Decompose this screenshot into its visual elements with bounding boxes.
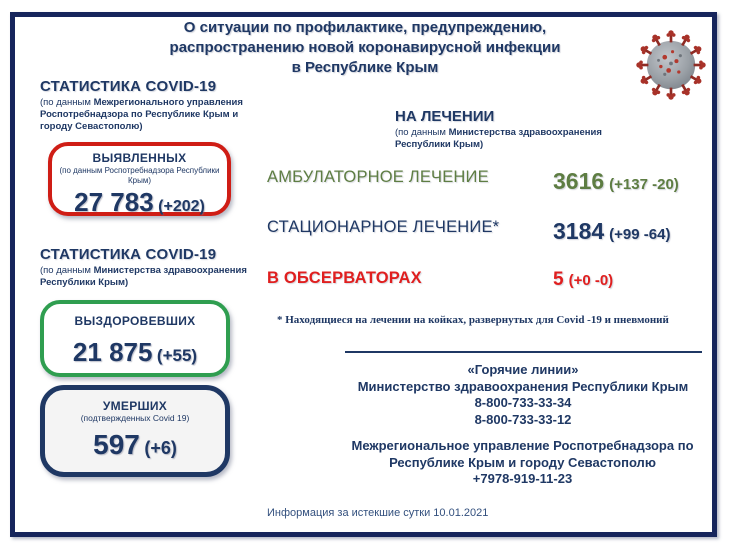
horizontal-divider <box>345 351 702 353</box>
deceased-title: УМЕРШИХ <box>102 399 168 413</box>
ambulatory-label: АМБУЛАТОРНОЕ ЛЕЧЕНИЕ <box>267 168 489 186</box>
observators-value: 5 (+0 -0) <box>553 269 614 290</box>
deceased-delta: (+6) <box>144 437 177 458</box>
treatment-row-observators <box>0 269 730 299</box>
ambulatory-value: 3616 (+137 -20) <box>553 168 679 194</box>
stats-heading-2: СТАТИСТИКА COVID-19 <box>40 246 217 263</box>
title-line-1: О ситуации по профилактике, предупреждению, <box>183 19 547 36</box>
detected-subtitle: (по данным Роспотребнадзора Республики Крым) <box>59 166 220 185</box>
recovered-delta: (+55) <box>156 346 198 365</box>
stationary-value: 3184 (+99 -64) <box>553 218 671 244</box>
stats-subtitle-2: (по данным Министерства здравоохранения Республики Крым) <box>40 265 247 288</box>
rospotrebnadzor-block <box>325 438 720 488</box>
coronavirus-icon <box>630 26 712 109</box>
deceased-subtitle: (подтвержденных Covid 19) <box>80 413 190 423</box>
stats-subtitle-1: (по данным Межрегионального управления Роспотребнадзора по Республике Крым и городу Севастополю) <box>40 97 243 132</box>
treatment-heading: НА ЛЕЧЕНИИ <box>395 108 495 125</box>
recovered-number: 21 875 <box>72 337 153 367</box>
recovered-cases-box <box>40 300 230 377</box>
treatment-subtitle: (по данным Министерства здравоохранения Республики Крым) <box>395 127 602 150</box>
footer-date-note: Информация за истекшие сутки 10.01.2021 <box>267 507 489 519</box>
stationary-footnote: * Находящиеся на лечении на койках, развернутых для Covid -19 и пневмоний <box>277 314 669 326</box>
stationary-label: СТАЦИОНАРНОЕ ЛЕЧЕНИЕ* <box>267 218 500 236</box>
detected-delta: (+202) <box>158 198 205 215</box>
detected-number: 27 783 <box>74 187 154 217</box>
ministry-phone-2: 8-800-733-33-12 <box>474 411 572 427</box>
title-line-2: распространению новой коронавирусной инфекции <box>169 39 561 56</box>
hotlines-heading: «Горячие линии» <box>467 362 579 377</box>
stats-section-rospotrebnadzor <box>40 78 255 133</box>
deceased-value <box>45 429 225 461</box>
rospotrebnadzor-phone: +7978-919-11-23 <box>472 471 573 486</box>
treatment-section-heading <box>395 108 645 151</box>
deceased-cases-box <box>40 385 230 477</box>
deceased-number: 597 <box>93 428 140 460</box>
title-line-3: в Республике Крым <box>291 59 439 76</box>
rospotrebnadzor-name: Межрегиональное управление Роспотребнадзора по Республике Крым и городу Севастополю <box>351 438 694 470</box>
hotlines-block <box>328 362 718 428</box>
ministry-name: Министерство здравоохранения Республики Крым <box>357 378 689 394</box>
treatment-row-stationary <box>0 218 730 248</box>
detected-title: ВЫЯВЛЕННЫХ <box>92 151 187 165</box>
page-title <box>0 18 730 78</box>
ministry-phone-1: 8-800-733-33-34 <box>474 395 572 410</box>
recovered-title: ВЫЗДОРОВЕВШИХ <box>74 314 196 328</box>
recovered-value <box>44 337 226 368</box>
observators-label: В ОБСЕРВАТОРАХ <box>267 269 422 287</box>
stats-heading-1: СТАТИСТИКА COVID-19 <box>40 78 217 95</box>
treatment-row-ambulatory <box>0 168 730 198</box>
